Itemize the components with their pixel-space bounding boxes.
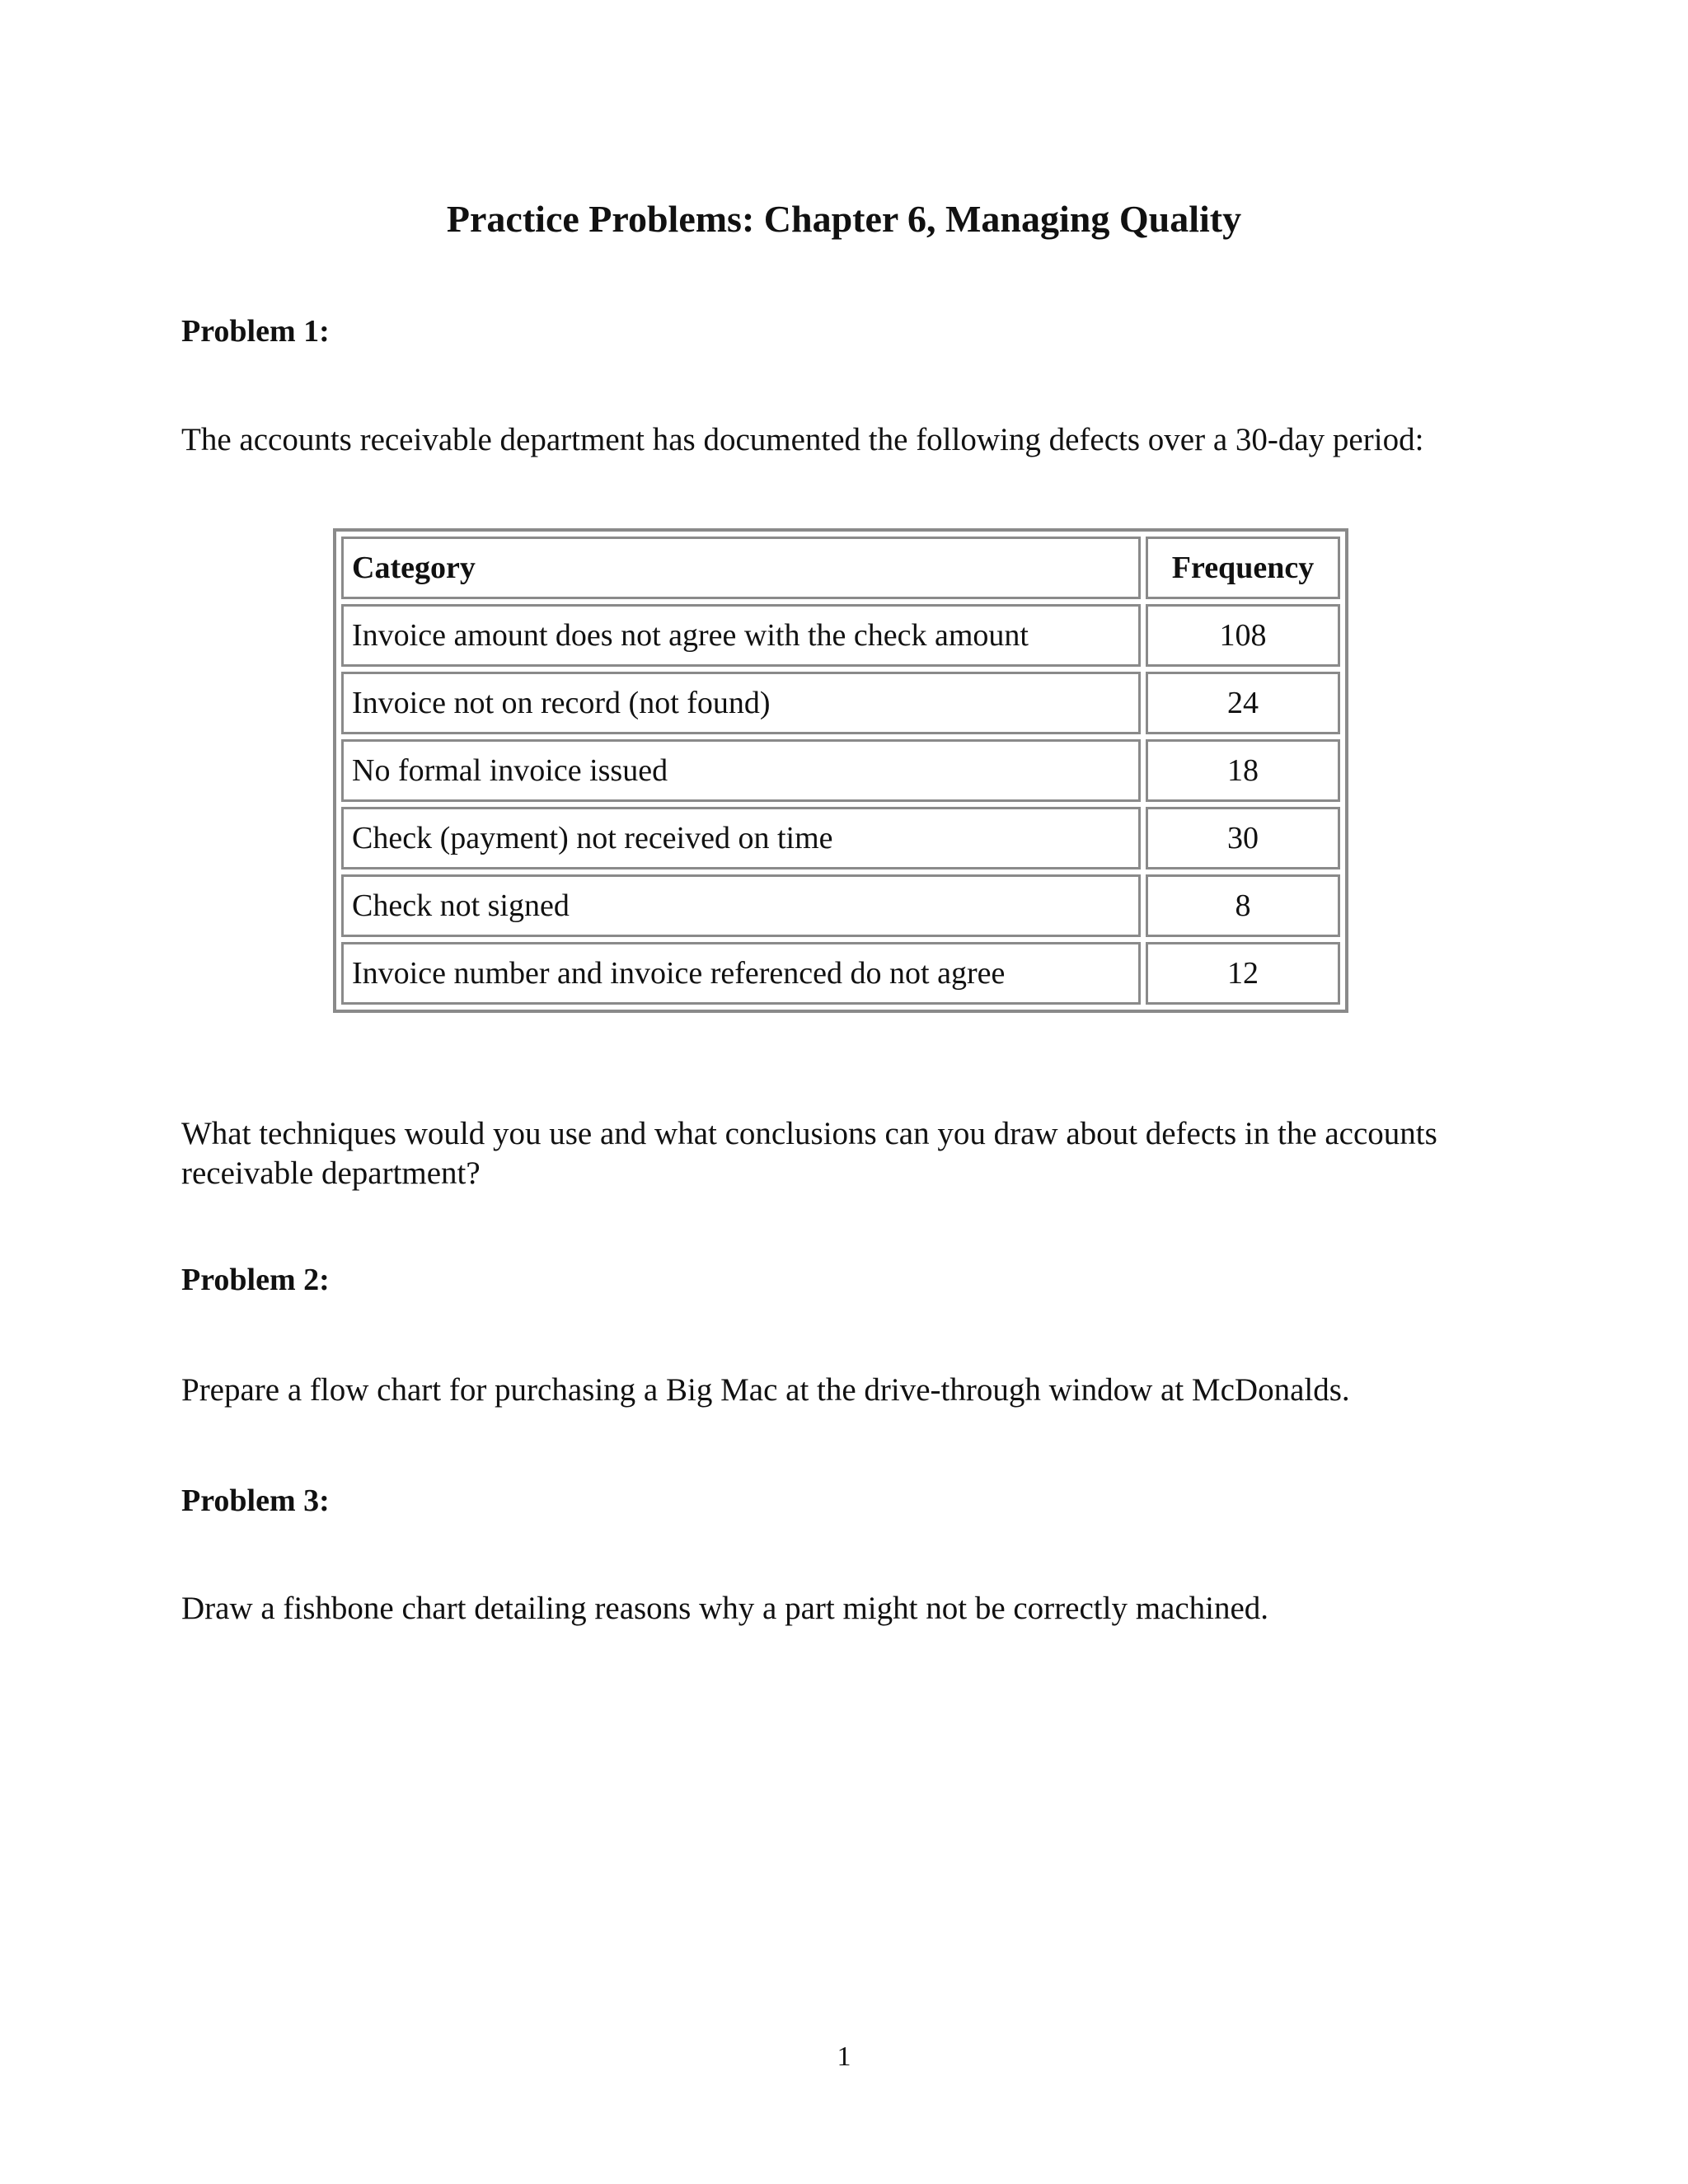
problem-2-heading: Problem 2:	[181, 1263, 330, 1297]
defects-table-grid	[336, 532, 1345, 1010]
page-title: Practice Problems: Chapter 6, Managing Quality	[446, 198, 1242, 240]
category-cell: Invoice number and invoice referenced do not agree	[341, 942, 1141, 1005]
table-row	[341, 672, 1340, 734]
page-number: 1	[837, 2041, 851, 2072]
frequency-cell: 18	[1146, 739, 1340, 802]
header-frequency: Frequency	[1146, 537, 1340, 599]
table-row	[341, 807, 1340, 869]
table-header-row	[341, 537, 1340, 599]
category-cell: Check not signed	[341, 874, 1141, 937]
category-cell: Invoice amount does not agree with the check amount	[341, 604, 1141, 667]
problem-3-heading: Problem 3:	[181, 1483, 330, 1518]
problem-2-text: Prepare a flow chart for purchasing a Big Mac at the drive-through window at McDonalds.	[181, 1372, 1350, 1408]
problem-1-question: What techniques would you use and what conclusions can you draw about defects in the accounts receivable department?	[181, 1116, 1437, 1191]
category-cell: No formal invoice issued	[341, 739, 1141, 802]
frequency-cell: 30	[1146, 807, 1340, 869]
frequency-cell: 24	[1146, 672, 1340, 734]
defects-table	[333, 528, 1348, 1013]
frequency-cell: 8	[1146, 874, 1340, 937]
frequency-cell: 108	[1146, 604, 1340, 667]
table-row	[341, 739, 1340, 802]
table-row	[341, 604, 1340, 667]
frequency-cell: 12	[1146, 942, 1340, 1005]
category-cell: Invoice not on record (not found)	[341, 672, 1141, 734]
problem-3-text: Draw a fishbone chart detailing reasons why a part might not be correctly machined.	[181, 1591, 1269, 1626]
table-row	[341, 942, 1340, 1005]
category-cell: Check (payment) not received on time	[341, 807, 1141, 869]
problem-1-intro: The accounts receivable department has documented the following defects over a 30-day period:	[181, 422, 1424, 457]
table-row	[341, 874, 1340, 937]
header-category: Category	[341, 537, 1141, 599]
problem-1-heading: Problem 1:	[181, 314, 330, 349]
